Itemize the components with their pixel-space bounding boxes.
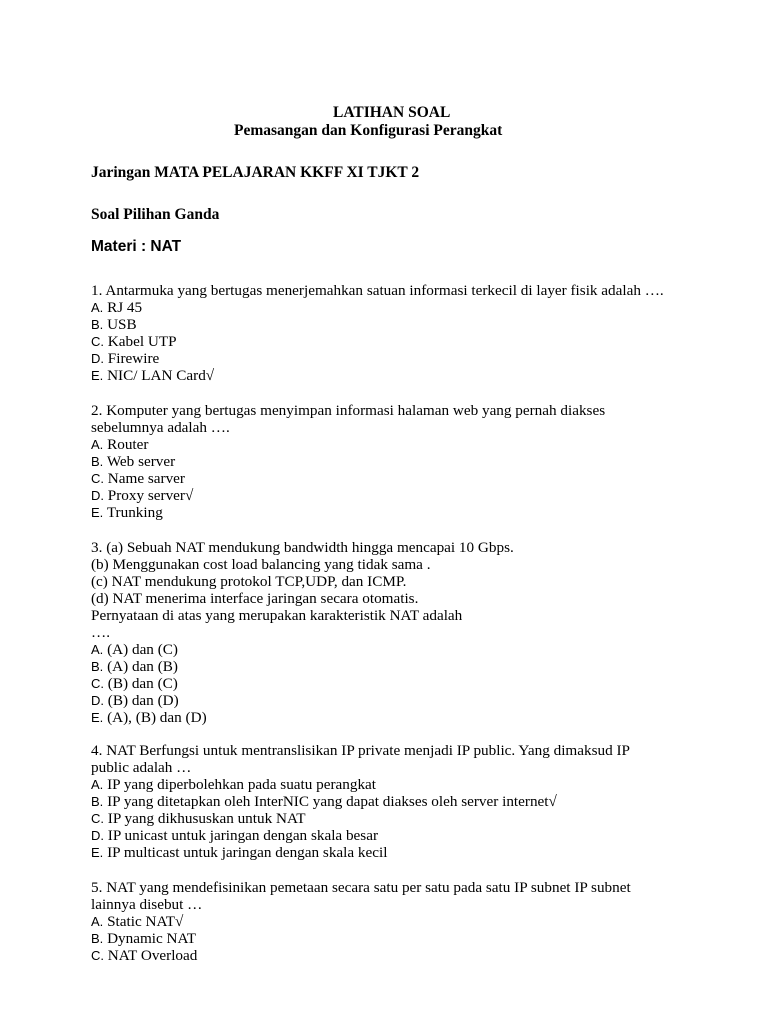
option-letter: E.: [91, 710, 104, 725]
option-text: Proxy server√: [104, 487, 194, 504]
option-text: IP unicast untuk jaringan dengan skala besar: [104, 827, 378, 844]
option-text: USB: [103, 316, 137, 333]
answer-option: [91, 793, 691, 810]
question-text: Pernyataan di atas yang merupakan karakteristik NAT adalah: [91, 607, 463, 624]
question-text: 4. NAT Berfungsi untuk mentranslisikan IP private menjadi IP public. Yang dimaksud IP: [91, 742, 630, 759]
option-text: Trunking: [103, 504, 163, 521]
topic-heading: Materi : NAT: [91, 238, 182, 255]
answer-option: [91, 827, 691, 844]
option-letter: B.: [91, 454, 104, 469]
section-heading: Soal Pilihan Ganda: [91, 206, 220, 223]
option-text: IP yang dikhususkan untuk NAT: [104, 810, 306, 827]
document-title: LATIHAN SOAL: [333, 104, 451, 121]
answer-option: [91, 776, 691, 793]
option-letter: B.: [91, 794, 104, 809]
option-letter: D.: [91, 488, 104, 503]
question-text: ….: [91, 624, 110, 641]
option-letter: E.: [91, 845, 104, 860]
option-letter: E.: [91, 368, 104, 383]
option-letter: C.: [91, 948, 104, 963]
answer-option: [91, 844, 691, 861]
answer-option: [91, 810, 691, 827]
option-letter: E.: [91, 505, 104, 520]
question-text: sebelumnya adalah ….: [91, 419, 230, 436]
option-text: (A), (B) dan (D): [103, 709, 207, 726]
option-letter: A.: [91, 914, 104, 929]
option-letter: A.: [91, 437, 104, 452]
option-text: (A) dan (C): [103, 641, 178, 658]
question-text: (d) NAT menerima interface jaringan secara otomatis.: [91, 590, 419, 607]
option-text: IP yang diperbolehkan pada suatu perangkat: [103, 776, 377, 793]
option-letter: C.: [91, 334, 104, 349]
option-text: RJ 45: [103, 299, 143, 316]
option-letter: C.: [91, 471, 104, 486]
question-block: [91, 402, 691, 521]
option-text: Static NAT√: [103, 913, 184, 930]
option-letter: D.: [91, 693, 104, 708]
option-text: NIC/ LAN Card√: [103, 367, 215, 384]
option-letter: B.: [91, 317, 104, 332]
question-block: [91, 282, 691, 384]
answer-option: [91, 436, 691, 453]
question-block: [91, 879, 691, 964]
option-text: (B) dan (D): [104, 692, 179, 709]
answer-option: [91, 333, 691, 350]
answer-option: [91, 470, 691, 487]
answer-option: [91, 913, 691, 930]
option-text: Web server: [103, 453, 176, 470]
answer-option: [91, 487, 691, 504]
option-letter: C.: [91, 811, 104, 826]
option-text: Firewire: [104, 350, 160, 367]
course-heading: Jaringan MATA PELAJARAN KKFF XI TJKT 2: [91, 164, 420, 181]
option-text: (B) dan (C): [104, 675, 178, 692]
option-text: Kabel UTP: [104, 333, 177, 350]
question-block: [91, 742, 691, 861]
question-text: (b) Menggunakan cost load balancing yang tidak sama .: [91, 556, 431, 573]
option-text: IP multicast untuk jaringan dengan skala kecil: [103, 844, 388, 861]
option-letter: A.: [91, 642, 104, 657]
answer-option: [91, 316, 691, 333]
answer-option: [91, 709, 691, 726]
answer-option: [91, 453, 691, 470]
option-letter: A.: [91, 777, 104, 792]
question-text: lainnya disebut …: [91, 896, 203, 913]
question-text: (c) NAT mendukung protokol TCP,UDP, dan ICMP.: [91, 573, 407, 590]
answer-option: [91, 504, 691, 521]
option-text: Dynamic NAT: [103, 930, 197, 947]
question-text: public adalah …: [91, 759, 192, 776]
answer-option: [91, 299, 691, 316]
option-text: (A) dan (B): [103, 658, 178, 675]
option-letter: A.: [91, 300, 104, 315]
answer-option: [91, 658, 691, 675]
answer-option: [91, 350, 691, 367]
answer-option: [91, 930, 691, 947]
option-letter: D.: [91, 828, 104, 843]
answer-option: [91, 367, 691, 384]
question-block: [91, 539, 691, 726]
answer-option: [91, 692, 691, 709]
option-letter: C.: [91, 676, 104, 691]
option-text: Name sarver: [104, 470, 185, 487]
answer-option: [91, 641, 691, 658]
option-text: NAT Overload: [104, 947, 198, 964]
question-text: 2. Komputer yang bertugas menyimpan informasi halaman web yang pernah diakses: [91, 402, 606, 419]
option-text: IP yang ditetapkan oleh InterNIC yang dapat diakses oleh server internet√: [103, 793, 557, 810]
question-text: 5. NAT yang mendefisinikan pemetaan secara satu per satu pada satu IP subnet IP subnet: [91, 879, 631, 896]
answer-option: [91, 675, 691, 692]
question-text: 3. (a) Sebuah NAT mendukung bandwidth hingga mencapai 10 Gbps.: [91, 539, 514, 556]
option-letter: D.: [91, 351, 104, 366]
option-letter: B.: [91, 931, 104, 946]
document-subtitle: Pemasangan dan Konfigurasi Perangkat: [234, 122, 503, 139]
question-text: 1. Antarmuka yang bertugas menerjemahkan satuan informasi terkecil di layer fisik adalah ….: [91, 282, 664, 299]
option-letter: B.: [91, 659, 104, 674]
option-text: Router: [103, 436, 149, 453]
answer-option: [91, 947, 691, 964]
